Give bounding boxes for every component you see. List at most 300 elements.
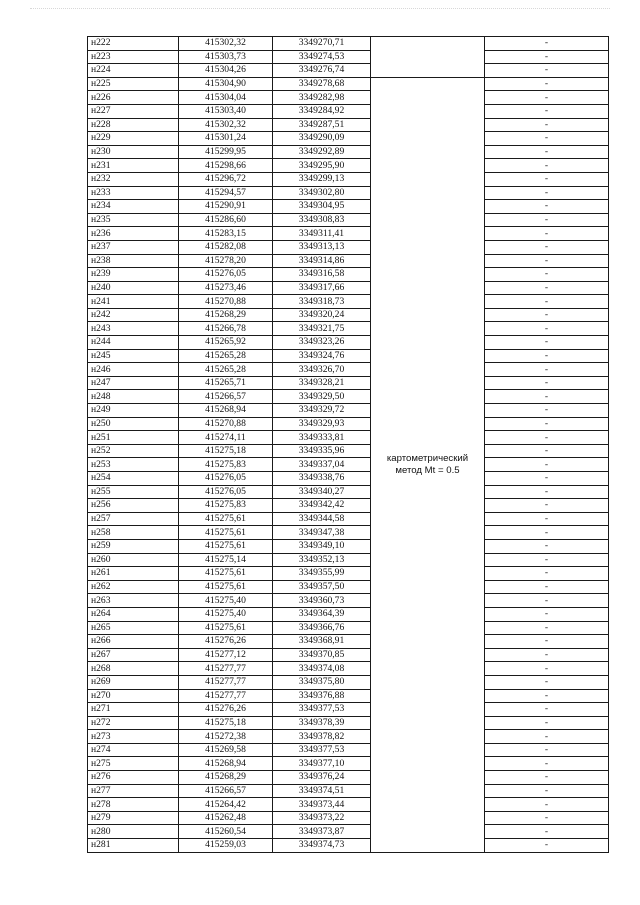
table-row	[88, 757, 609, 771]
point-name-cell: н238	[88, 254, 179, 268]
method-cell-top	[371, 37, 485, 78]
error-cell: -	[485, 662, 609, 676]
y-coordinate-cell: 3349320,24	[273, 308, 371, 322]
y-coordinate-cell: 3349333,81	[273, 431, 371, 445]
table-row	[88, 526, 609, 540]
x-coordinate-cell: 415277,77	[179, 675, 273, 689]
y-coordinate-cell: 3349344,58	[273, 512, 371, 526]
point-name-cell: н257	[88, 512, 179, 526]
table-row	[88, 675, 609, 689]
error-cell: -	[485, 118, 609, 132]
point-name-cell: н264	[88, 607, 179, 621]
error-cell: -	[485, 689, 609, 703]
point-name-cell: н251	[88, 431, 179, 445]
x-coordinate-cell: 415275,61	[179, 512, 273, 526]
point-name-cell: н235	[88, 213, 179, 227]
y-coordinate-cell: 3349340,27	[273, 485, 371, 499]
y-coordinate-cell: 3349374,08	[273, 662, 371, 676]
y-coordinate-cell: 3349377,53	[273, 743, 371, 757]
error-cell: -	[485, 798, 609, 812]
point-name-cell: н260	[88, 553, 179, 567]
point-name-cell: н256	[88, 499, 179, 513]
point-name-cell: н231	[88, 159, 179, 173]
point-name-cell: н240	[88, 281, 179, 295]
point-name-cell: н253	[88, 458, 179, 472]
x-coordinate-cell: 415276,26	[179, 703, 273, 717]
table-row	[88, 336, 609, 350]
y-coordinate-cell: 3349308,83	[273, 213, 371, 227]
error-cell: -	[485, 363, 609, 377]
error-cell: -	[485, 200, 609, 214]
table-row	[88, 200, 609, 214]
error-cell: -	[485, 281, 609, 295]
y-coordinate-cell: 3349370,85	[273, 648, 371, 662]
point-name-cell: н228	[88, 118, 179, 132]
y-coordinate-cell: 3349295,90	[273, 159, 371, 173]
table-row	[88, 472, 609, 486]
table-row	[88, 186, 609, 200]
error-cell: -	[485, 64, 609, 78]
error-cell: -	[485, 771, 609, 785]
x-coordinate-cell: 415260,54	[179, 825, 273, 839]
x-coordinate-cell: 415286,60	[179, 213, 273, 227]
table-row	[88, 159, 609, 173]
error-cell: -	[485, 499, 609, 513]
x-coordinate-cell: 415302,32	[179, 37, 273, 51]
error-cell: -	[485, 431, 609, 445]
table-row	[88, 145, 609, 159]
point-name-cell: н236	[88, 227, 179, 241]
y-coordinate-cell: 3349378,82	[273, 730, 371, 744]
method-name: картометрический	[386, 452, 469, 464]
error-cell: -	[485, 839, 609, 853]
x-coordinate-cell: 415296,72	[179, 172, 273, 186]
table-row	[88, 268, 609, 282]
table-row	[88, 771, 609, 785]
point-name-cell: н250	[88, 417, 179, 431]
table-row	[88, 118, 609, 132]
point-name-cell: н273	[88, 730, 179, 744]
x-coordinate-cell: 415304,04	[179, 91, 273, 105]
x-coordinate-cell: 415276,26	[179, 635, 273, 649]
x-coordinate-cell: 415290,91	[179, 200, 273, 214]
point-name-cell: н261	[88, 567, 179, 581]
point-name-cell: н249	[88, 404, 179, 418]
table-row	[88, 485, 609, 499]
error-cell: -	[485, 703, 609, 717]
y-coordinate-cell: 3349313,13	[273, 240, 371, 254]
error-cell: -	[485, 417, 609, 431]
x-coordinate-cell: 415299,95	[179, 145, 273, 159]
error-cell: -	[485, 567, 609, 581]
y-coordinate-cell: 3349335,96	[273, 444, 371, 458]
error-cell: -	[485, 308, 609, 322]
point-name-cell: н246	[88, 363, 179, 377]
error-cell: -	[485, 580, 609, 594]
y-coordinate-cell: 3349299,13	[273, 172, 371, 186]
error-cell: -	[485, 390, 609, 404]
error-cell: -	[485, 132, 609, 146]
point-name-cell: н268	[88, 662, 179, 676]
x-coordinate-cell: 415272,38	[179, 730, 273, 744]
table-row	[88, 621, 609, 635]
error-cell: -	[485, 227, 609, 241]
point-name-cell: н270	[88, 689, 179, 703]
point-name-cell: н254	[88, 472, 179, 486]
x-coordinate-cell: 415283,15	[179, 227, 273, 241]
table-row	[88, 240, 609, 254]
error-cell: -	[485, 376, 609, 390]
point-name-cell: н226	[88, 91, 179, 105]
coordinates-table-body	[88, 37, 609, 853]
table-row	[88, 404, 609, 418]
point-name-cell: н245	[88, 349, 179, 363]
y-coordinate-cell: 3349276,74	[273, 64, 371, 78]
scan-header-artifact	[30, 8, 610, 15]
error-cell: -	[485, 268, 609, 282]
y-coordinate-cell: 3349287,51	[273, 118, 371, 132]
x-coordinate-cell: 415275,61	[179, 621, 273, 635]
y-coordinate-cell: 3349316,58	[273, 268, 371, 282]
point-name-cell: н272	[88, 716, 179, 730]
error-cell: -	[485, 145, 609, 159]
x-coordinate-cell: 415275,18	[179, 716, 273, 730]
point-name-cell: н230	[88, 145, 179, 159]
point-name-cell: н242	[88, 308, 179, 322]
table-row	[88, 444, 609, 458]
error-cell: -	[485, 716, 609, 730]
method-cell	[371, 77, 485, 852]
error-cell: -	[485, 730, 609, 744]
error-cell: -	[485, 172, 609, 186]
table-row	[88, 77, 609, 91]
y-coordinate-cell: 3349274,53	[273, 50, 371, 64]
x-coordinate-cell: 415265,28	[179, 349, 273, 363]
error-cell: -	[485, 336, 609, 350]
point-name-cell: н233	[88, 186, 179, 200]
error-cell: -	[485, 811, 609, 825]
y-coordinate-cell: 3349314,86	[273, 254, 371, 268]
y-coordinate-cell: 3349284,92	[273, 104, 371, 118]
y-coordinate-cell: 3349357,50	[273, 580, 371, 594]
table-row	[88, 322, 609, 336]
y-coordinate-cell: 3349324,76	[273, 349, 371, 363]
x-coordinate-cell: 415304,26	[179, 64, 273, 78]
error-cell: -	[485, 594, 609, 608]
y-coordinate-cell: 3349373,87	[273, 825, 371, 839]
x-coordinate-cell: 415275,61	[179, 580, 273, 594]
table-row	[88, 281, 609, 295]
x-coordinate-cell: 415275,61	[179, 539, 273, 553]
table-row	[88, 499, 609, 513]
error-cell: -	[485, 444, 609, 458]
error-cell: -	[485, 322, 609, 336]
error-cell: -	[485, 404, 609, 418]
x-coordinate-cell: 415275,40	[179, 607, 273, 621]
point-name-cell: н237	[88, 240, 179, 254]
table-row	[88, 607, 609, 621]
x-coordinate-cell: 415302,32	[179, 118, 273, 132]
x-coordinate-cell: 415266,78	[179, 322, 273, 336]
table-row	[88, 254, 609, 268]
y-coordinate-cell: 3349329,72	[273, 404, 371, 418]
x-coordinate-cell: 415294,57	[179, 186, 273, 200]
table-row	[88, 798, 609, 812]
point-name-cell: н267	[88, 648, 179, 662]
table-row	[88, 349, 609, 363]
table-row	[88, 50, 609, 64]
table-row	[88, 363, 609, 377]
method-accuracy: метод Mt = 0.5	[395, 464, 460, 476]
y-coordinate-cell: 3349366,76	[273, 621, 371, 635]
point-name-cell: н241	[88, 295, 179, 309]
point-name-cell: н277	[88, 784, 179, 798]
x-coordinate-cell: 415277,77	[179, 689, 273, 703]
x-coordinate-cell: 415278,20	[179, 254, 273, 268]
error-cell: -	[485, 784, 609, 798]
table-row	[88, 811, 609, 825]
point-name-cell: н269	[88, 675, 179, 689]
y-coordinate-cell: 3349292,89	[273, 145, 371, 159]
table-row	[88, 839, 609, 853]
x-coordinate-cell: 415282,08	[179, 240, 273, 254]
x-coordinate-cell: 415303,40	[179, 104, 273, 118]
y-coordinate-cell: 3349321,75	[273, 322, 371, 336]
error-cell: -	[485, 186, 609, 200]
y-coordinate-cell: 3349377,53	[273, 703, 371, 717]
point-name-cell: н224	[88, 64, 179, 78]
error-cell: -	[485, 743, 609, 757]
point-name-cell: н225	[88, 77, 179, 91]
error-cell: -	[485, 757, 609, 771]
x-coordinate-cell: 415268,94	[179, 757, 273, 771]
y-coordinate-cell: 3349282,98	[273, 91, 371, 105]
table-row	[88, 417, 609, 431]
x-coordinate-cell: 415259,03	[179, 839, 273, 853]
y-coordinate-cell: 3349329,93	[273, 417, 371, 431]
y-coordinate-cell: 3349355,99	[273, 567, 371, 581]
x-coordinate-cell: 415265,71	[179, 376, 273, 390]
x-coordinate-cell: 415273,46	[179, 281, 273, 295]
point-name-cell: н258	[88, 526, 179, 540]
table-row	[88, 295, 609, 309]
error-cell: -	[485, 607, 609, 621]
error-cell: -	[485, 485, 609, 499]
point-name-cell: н271	[88, 703, 179, 717]
table-row	[88, 689, 609, 703]
y-coordinate-cell: 3349347,38	[273, 526, 371, 540]
y-coordinate-cell: 3349323,26	[273, 336, 371, 350]
table-row	[88, 376, 609, 390]
y-coordinate-cell: 3349317,66	[273, 281, 371, 295]
error-cell: -	[485, 675, 609, 689]
x-coordinate-cell: 415303,73	[179, 50, 273, 64]
point-name-cell: н255	[88, 485, 179, 499]
y-coordinate-cell: 3349364,39	[273, 607, 371, 621]
table-row	[88, 580, 609, 594]
y-coordinate-cell: 3349302,80	[273, 186, 371, 200]
error-cell: -	[485, 648, 609, 662]
table-row	[88, 172, 609, 186]
error-cell: -	[485, 553, 609, 567]
error-cell: -	[485, 526, 609, 540]
point-name-cell: н263	[88, 594, 179, 608]
table-row	[88, 567, 609, 581]
error-cell: -	[485, 458, 609, 472]
table-row	[88, 730, 609, 744]
x-coordinate-cell: 415301,24	[179, 132, 273, 146]
y-coordinate-cell: 3349376,88	[273, 689, 371, 703]
y-coordinate-cell: 3349368,91	[273, 635, 371, 649]
point-name-cell: н259	[88, 539, 179, 553]
table-row	[88, 512, 609, 526]
table-row	[88, 37, 609, 51]
x-coordinate-cell: 415277,77	[179, 662, 273, 676]
y-coordinate-cell: 3349360,73	[273, 594, 371, 608]
x-coordinate-cell: 415262,48	[179, 811, 273, 825]
y-coordinate-cell: 3349337,04	[273, 458, 371, 472]
table-row	[88, 743, 609, 757]
error-cell: -	[485, 621, 609, 635]
error-cell: -	[485, 512, 609, 526]
table-row	[88, 458, 609, 472]
error-cell: -	[485, 825, 609, 839]
y-coordinate-cell: 3349375,80	[273, 675, 371, 689]
table-row	[88, 594, 609, 608]
y-coordinate-cell: 3349349,10	[273, 539, 371, 553]
y-coordinate-cell: 3349373,44	[273, 798, 371, 812]
y-coordinate-cell: 3349352,13	[273, 553, 371, 567]
table-row	[88, 390, 609, 404]
error-cell: -	[485, 213, 609, 227]
error-cell: -	[485, 91, 609, 105]
table-row	[88, 213, 609, 227]
y-coordinate-cell: 3349290,09	[273, 132, 371, 146]
table-row	[88, 64, 609, 78]
x-coordinate-cell: 415275,14	[179, 553, 273, 567]
y-coordinate-cell: 3349374,73	[273, 839, 371, 853]
table-row	[88, 703, 609, 717]
x-coordinate-cell: 415275,61	[179, 567, 273, 581]
error-cell: -	[485, 349, 609, 363]
point-name-cell: н279	[88, 811, 179, 825]
x-coordinate-cell: 415266,57	[179, 784, 273, 798]
table-row	[88, 784, 609, 798]
x-coordinate-cell: 415275,61	[179, 526, 273, 540]
x-coordinate-cell: 415275,83	[179, 499, 273, 513]
table-row	[88, 91, 609, 105]
x-coordinate-cell: 415270,88	[179, 417, 273, 431]
point-name-cell: н243	[88, 322, 179, 336]
point-name-cell: н278	[88, 798, 179, 812]
table-row	[88, 825, 609, 839]
table-row	[88, 539, 609, 553]
point-name-cell: н239	[88, 268, 179, 282]
table-row	[88, 132, 609, 146]
error-cell: -	[485, 37, 609, 51]
x-coordinate-cell: 415265,28	[179, 363, 273, 377]
table-row	[88, 431, 609, 445]
x-coordinate-cell: 415276,05	[179, 268, 273, 282]
x-coordinate-cell: 415268,29	[179, 308, 273, 322]
table-row	[88, 104, 609, 118]
error-cell: -	[485, 539, 609, 553]
point-name-cell: н280	[88, 825, 179, 839]
table-row	[88, 308, 609, 322]
x-coordinate-cell: 415274,11	[179, 431, 273, 445]
point-name-cell: н281	[88, 839, 179, 853]
table-row	[88, 648, 609, 662]
x-coordinate-cell: 415277,12	[179, 648, 273, 662]
error-cell: -	[485, 635, 609, 649]
x-coordinate-cell: 415275,40	[179, 594, 273, 608]
y-coordinate-cell: 3349304,95	[273, 200, 371, 214]
y-coordinate-cell: 3349377,10	[273, 757, 371, 771]
point-name-cell: н266	[88, 635, 179, 649]
error-cell: -	[485, 50, 609, 64]
y-coordinate-cell: 3349328,21	[273, 376, 371, 390]
x-coordinate-cell: 415268,94	[179, 404, 273, 418]
x-coordinate-cell: 415275,18	[179, 444, 273, 458]
point-name-cell: н223	[88, 50, 179, 64]
table-row	[88, 635, 609, 649]
error-cell: -	[485, 159, 609, 173]
point-name-cell: н262	[88, 580, 179, 594]
y-coordinate-cell: 3349338,76	[273, 472, 371, 486]
y-coordinate-cell: 3349373,22	[273, 811, 371, 825]
y-coordinate-cell: 3349374,51	[273, 784, 371, 798]
point-name-cell: н227	[88, 104, 179, 118]
x-coordinate-cell: 415268,29	[179, 771, 273, 785]
y-coordinate-cell: 3349278,68	[273, 77, 371, 91]
y-coordinate-cell: 3349342,42	[273, 499, 371, 513]
table-row	[88, 227, 609, 241]
x-coordinate-cell: 415270,88	[179, 295, 273, 309]
x-coordinate-cell: 415298,66	[179, 159, 273, 173]
y-coordinate-cell: 3349376,24	[273, 771, 371, 785]
y-coordinate-cell: 3349311,41	[273, 227, 371, 241]
point-name-cell: н234	[88, 200, 179, 214]
table-row	[88, 716, 609, 730]
point-name-cell: н252	[88, 444, 179, 458]
error-cell: -	[485, 240, 609, 254]
y-coordinate-cell: 3349378,39	[273, 716, 371, 730]
x-coordinate-cell: 415275,83	[179, 458, 273, 472]
x-coordinate-cell: 415264,42	[179, 798, 273, 812]
coordinates-table	[87, 36, 609, 853]
y-coordinate-cell: 3349329,50	[273, 390, 371, 404]
point-name-cell: н229	[88, 132, 179, 146]
point-name-cell: н244	[88, 336, 179, 350]
point-name-cell: н248	[88, 390, 179, 404]
x-coordinate-cell: 415276,05	[179, 472, 273, 486]
x-coordinate-cell: 415266,57	[179, 390, 273, 404]
error-cell: -	[485, 104, 609, 118]
x-coordinate-cell: 415276,05	[179, 485, 273, 499]
point-name-cell: н274	[88, 743, 179, 757]
table-row	[88, 553, 609, 567]
y-coordinate-cell: 3349318,73	[273, 295, 371, 309]
y-coordinate-cell: 3349270,71	[273, 37, 371, 51]
point-name-cell: н265	[88, 621, 179, 635]
error-cell: -	[485, 295, 609, 309]
error-cell: -	[485, 254, 609, 268]
point-name-cell: н232	[88, 172, 179, 186]
error-cell: -	[485, 472, 609, 486]
table-row	[88, 662, 609, 676]
x-coordinate-cell: 415304,90	[179, 77, 273, 91]
point-name-cell: н222	[88, 37, 179, 51]
